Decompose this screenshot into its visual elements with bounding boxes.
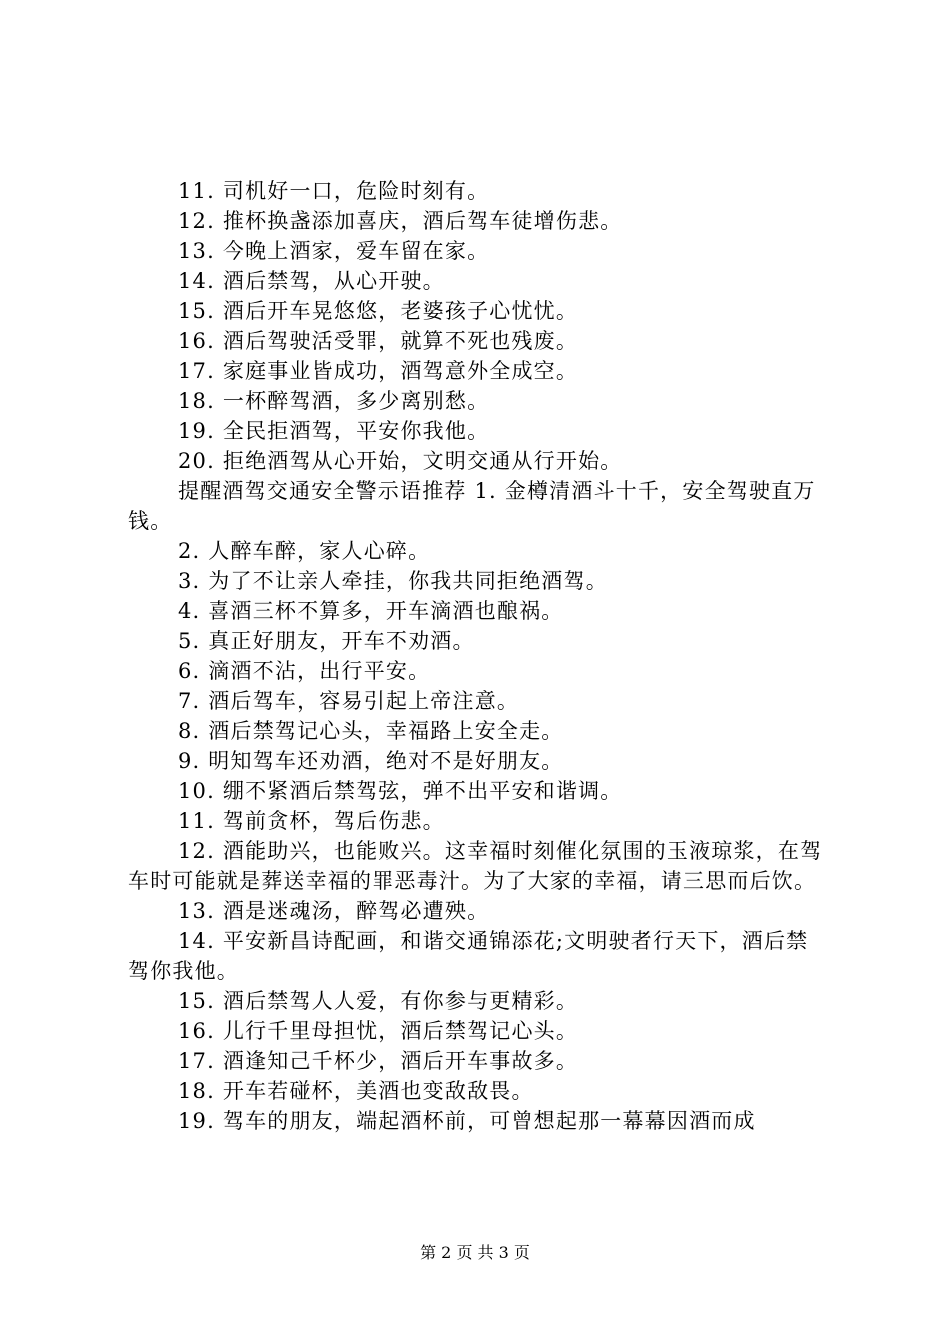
paragraph: 8. 酒后禁驾记心头，幸福路上安全走。 [178,719,564,743]
paragraph: 9. 明知驾车还劝酒，绝对不是好朋友。 [178,749,564,773]
paragraph: 14. 酒后禁驾，从心开驶。 [178,269,445,293]
paragraph: 17. 家庭事业皆成功，酒驾意外全成空。 [178,359,579,383]
section-heading-paragraph: 提醒酒驾交通安全警示语推荐 1. 金樽清酒斗十千，安全驾驶直万钱。 [128,479,816,533]
paragraph: 19. 驾车的朋友，端起酒杯前，可曾想起那一幕幕因酒而成 [178,1109,756,1133]
paragraph: 18. 一杯醉驾酒，多少离别愁。 [178,389,490,413]
document-body [128,176,828,1136]
paragraph: 4. 喜酒三杯不算多，开车滴酒也酿祸。 [178,599,564,623]
paragraph: 5. 真正好朋友，开车不劝酒。 [178,629,475,653]
paragraph: 14. 平安新昌诗配画，和谐交通锦添花;文明驶者行天下，酒后禁驾你我他。 [128,929,809,983]
paragraph: 11. 驾前贪杯，驾后伤悲。 [178,809,445,833]
paragraph: 18. 开车若碰杯，美酒也变敌敌畏。 [178,1079,534,1103]
paragraph: 20. 拒绝酒驾从心开始，文明交通从行开始。 [178,449,623,473]
paragraph: 16. 酒后驾驶活受罪，就算不死也残废。 [178,329,579,353]
paragraph: 7. 酒后驾车，容易引起上帝注意。 [178,689,520,713]
paragraph: 15. 酒后开车晃悠悠，老婆孩子心忧忧。 [178,299,579,323]
paragraph: 3. 为了不让亲人牵挂，你我共同拒绝酒驾。 [178,569,608,593]
paragraph: 6. 滴酒不沾，出行平安。 [178,659,431,683]
paragraph: 17. 酒逢知己千杯少，酒后开车事故多。 [178,1049,579,1073]
paragraph: 12. 酒能助兴，也能败兴。这幸福时刻催化氛围的玉液琼浆，在驾车时可能就是葬送幸福的罪恶毒汁。为了大家的幸福，请三思而后饮。 [128,839,823,893]
paragraph: 15. 酒后禁驾人人爱，有你参与更精彩。 [178,989,579,1013]
paragraph: 13. 酒是迷魂汤，醉驾必遭殃。 [178,899,490,923]
paragraph: 19. 全民拒酒驾，平安你我他。 [178,419,490,443]
paragraph: 12. 推杯换盏添加喜庆，酒后驾车徒增伤悲。 [178,209,623,233]
paragraph: 2. 人醉车醉，家人心碎。 [178,539,431,563]
paragraph: 16. 儿行千里母担忧，酒后禁驾记心头。 [178,1019,579,1043]
page-footer: 第 2 页 共 3 页 [420,1243,530,1262]
paragraph: 13. 今晚上酒家，爱车留在家。 [178,239,490,263]
paragraph: 10. 绷不紧酒后禁驾弦，弹不出平安和谐调。 [178,779,623,803]
paragraph: 11. 司机好一口，危险时刻有。 [178,179,490,203]
